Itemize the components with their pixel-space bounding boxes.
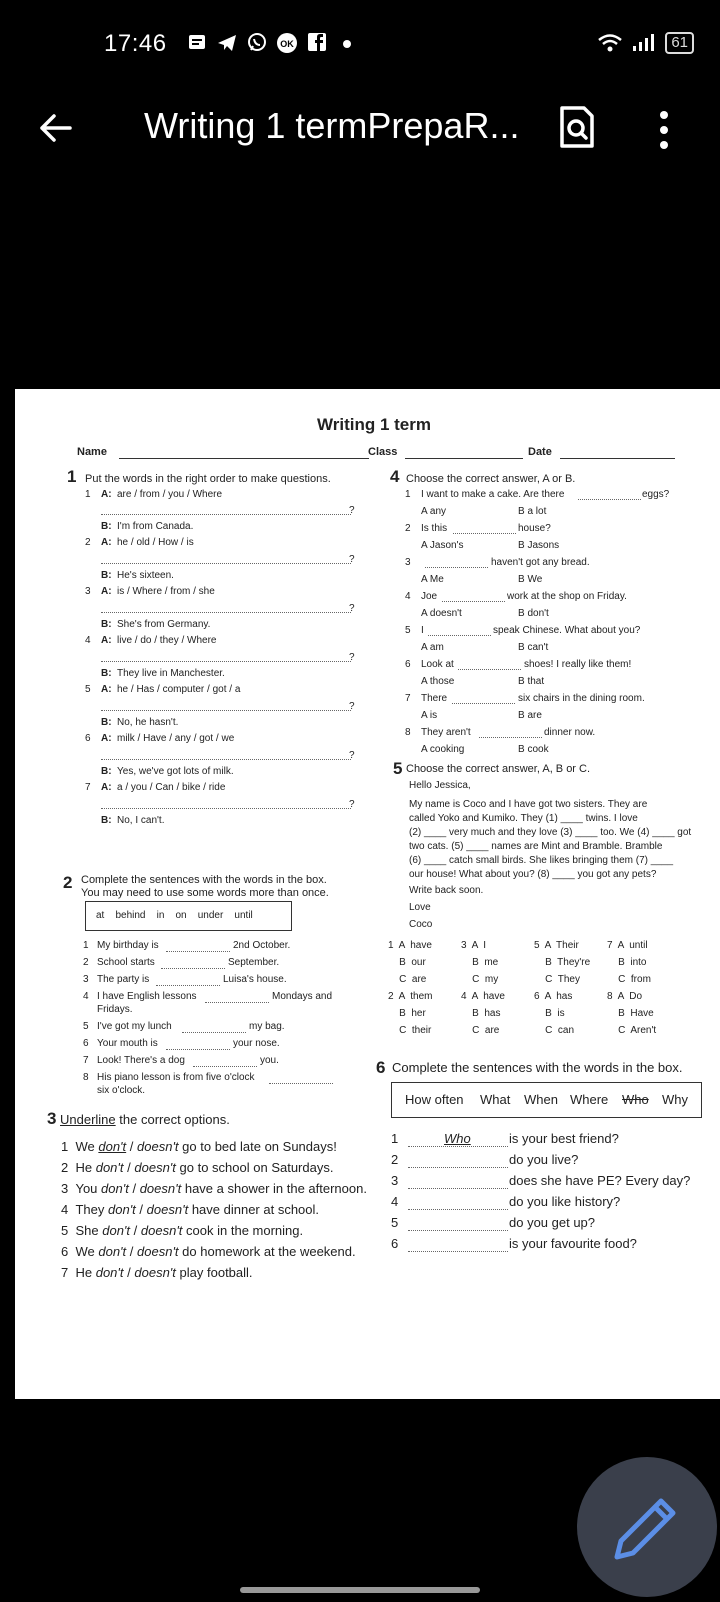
word-box <box>391 1082 702 1118</box>
viber-icon <box>246 32 268 54</box>
blank[interactable] <box>452 703 515 704</box>
s1-answer: I'm from Canada. <box>117 521 194 532</box>
word-box-word: Why <box>662 1092 688 1107</box>
s1-a-label: A: <box>101 586 112 597</box>
s1-item-number: 7 <box>85 782 91 793</box>
s1-item-number: 6 <box>85 733 91 744</box>
s3-item: 3 You don't / doesn't have a shower in the afternoon. <box>61 1181 367 1196</box>
s2-pre: School starts <box>97 957 155 968</box>
section-5-number: 5 <box>393 759 403 778</box>
blank[interactable] <box>408 1167 508 1168</box>
s2-extra: six o'clock. <box>97 1085 146 1096</box>
s2-post: your nose. <box>233 1038 280 1049</box>
option-doesnt[interactable]: doesn't <box>137 1139 179 1154</box>
app-bar <box>0 90 720 170</box>
word-box-word: When <box>524 1092 558 1107</box>
section-1-title: Put the words in the right order to make questions. <box>85 473 331 485</box>
option-a[interactable]: A is <box>421 710 438 721</box>
s4-post: shoes! I really like them! <box>524 659 632 670</box>
s6-item-number: 4 <box>391 1194 399 1209</box>
answer-line[interactable] <box>101 710 351 711</box>
s2-post: 2nd October. <box>233 940 291 951</box>
word-box <box>85 901 292 931</box>
blank[interactable] <box>425 567 488 568</box>
letter-line: called Yoko and Kumiko. They (1) ____ twins. I love <box>409 813 638 824</box>
s1-b-label: B: <box>101 815 112 826</box>
s1-b-label: B: <box>101 619 112 630</box>
option-a[interactable]: A those <box>421 676 455 687</box>
blank[interactable] <box>408 1251 508 1252</box>
message-icon <box>186 32 208 54</box>
edit-fab-button[interactable] <box>577 1457 717 1597</box>
option-dont[interactable]: don't <box>102 1223 131 1238</box>
svg-text:OK: OK <box>280 39 294 49</box>
word-box-word-used: Who <box>622 1092 649 1107</box>
s6-item-number: 2 <box>391 1152 399 1167</box>
section-3-title: Underline the correct options. <box>60 1112 230 1127</box>
option-doesnt[interactable]: doesn't <box>139 1181 182 1196</box>
s1-a-label: A: <box>101 684 112 695</box>
option-dont[interactable]: don't <box>98 1139 127 1154</box>
telegram-icon <box>216 32 238 54</box>
s1-item-number: 3 <box>85 586 91 597</box>
worksheet-title: Writing 1 term <box>317 415 431 434</box>
s4-pre: There <box>421 693 448 704</box>
s6-post: does she have PE? Every day? <box>509 1173 691 1188</box>
blank[interactable] <box>166 951 230 952</box>
s1-b-label: B: <box>101 766 112 777</box>
word-box-words: at behind in on under until <box>96 910 253 921</box>
s5-options-col[interactable]: 7 A until B into C from 8 A Do B Have C Aren't <box>607 940 657 1036</box>
word-box-word: Where <box>570 1092 609 1107</box>
section-5-title: Choose the correct answer, A, B or C. <box>406 763 591 775</box>
class-label: Class <box>368 446 398 458</box>
option-doesnt[interactable]: doesn't <box>146 1202 189 1217</box>
s2-post: my bag. <box>249 1021 285 1032</box>
status-bar <box>0 0 720 90</box>
word-box-word: What <box>480 1092 511 1107</box>
letter-line: two cats. (5) ____ names are Mint and Bramble. Bramble <box>409 841 663 852</box>
s4-item-number: 8 <box>405 727 411 738</box>
s4-post: eggs? <box>642 489 670 500</box>
answer-line[interactable] <box>101 563 351 564</box>
s1-item-number: 1 <box>85 489 91 500</box>
s6-post: do you get up? <box>509 1215 596 1230</box>
option-a[interactable]: A Me <box>421 574 444 585</box>
word-box-word: How often <box>405 1092 464 1107</box>
option-b[interactable]: B a lot <box>518 506 547 517</box>
s1-answer: No, I can't. <box>117 815 165 826</box>
section-1-number: 1 <box>67 467 77 486</box>
s1-a-label: A: <box>101 537 112 548</box>
blank[interactable] <box>269 1083 333 1084</box>
option-doesnt[interactable]: doesn't <box>134 1265 176 1280</box>
s6-item-number: 6 <box>391 1236 399 1251</box>
s6-item-number: 1 <box>391 1131 399 1146</box>
document-title: Writing 1 termPrepaR... <box>144 105 520 146</box>
s6-item-number: 5 <box>391 1215 399 1230</box>
section-2-title-1: Complete the sentences with the words in the box. <box>81 874 327 886</box>
option-doesnt[interactable]: doesn't <box>140 1223 183 1238</box>
question-mark: ? <box>349 505 355 516</box>
s1-b-label: B: <box>101 570 112 581</box>
pencil-icon <box>577 1457 717 1597</box>
s4-pre: Is this <box>421 523 448 534</box>
option-dont[interactable]: don't <box>98 1244 127 1259</box>
letter-greeting: Hello Jessica, <box>409 780 471 791</box>
s4-pre: I <box>421 625 424 636</box>
s4-item-number: 2 <box>405 523 411 534</box>
wifi-icon <box>597 32 623 54</box>
s1-answer: Yes, we've got lots of milk. <box>117 766 234 777</box>
question-mark: ? <box>349 799 355 810</box>
blank[interactable] <box>182 1032 246 1033</box>
s6-post: is your favourite food? <box>509 1236 637 1251</box>
letter-name: Coco <box>409 919 433 930</box>
s1-item-number: 4 <box>85 635 91 646</box>
s6-post: do you live? <box>509 1152 579 1167</box>
lens-search-icon[interactable] <box>558 104 596 150</box>
blank[interactable] <box>442 601 505 602</box>
s2-item-number: 8 <box>83 1072 89 1083</box>
option-b[interactable]: B cook <box>518 744 549 755</box>
option-b[interactable]: B We <box>518 574 543 585</box>
answer-line[interactable] <box>101 808 351 809</box>
blank[interactable] <box>156 985 220 986</box>
s4-post: house? <box>518 523 551 534</box>
option-doesnt[interactable]: doesn't <box>137 1244 179 1259</box>
blank[interactable] <box>408 1209 508 1210</box>
answer-line[interactable] <box>101 514 351 515</box>
s1-item-number: 5 <box>85 684 91 695</box>
question-mark: ? <box>349 554 355 565</box>
name-line <box>119 458 369 459</box>
blank[interactable] <box>458 669 521 670</box>
blank[interactable] <box>453 533 516 534</box>
s4-post: haven't got any bread. <box>491 557 590 568</box>
s1-b-label: B: <box>101 717 112 728</box>
option-b[interactable]: B that <box>518 676 545 687</box>
s4-item-number: 1 <box>405 489 411 500</box>
s1-answer: They live in Manchester. <box>117 668 225 679</box>
s3-item: 1 We don't / doesn't go to bed late on Sundays! <box>61 1139 337 1154</box>
option-a[interactable]: A cooking <box>421 744 465 755</box>
s1-a-label: A: <box>101 733 112 744</box>
s1-answer: No, he hasn't. <box>117 717 179 728</box>
blank[interactable] <box>578 499 641 500</box>
letter-line: (2) ____ very much and they love (3) ____ too. We (4) ____ got <box>409 827 692 838</box>
s6-item-number: 3 <box>391 1173 399 1188</box>
example-answer: Who <box>444 1131 471 1146</box>
section-4-title: Choose the correct answer, A or B. <box>406 473 576 485</box>
s2-item-number: 1 <box>83 940 89 951</box>
option-a[interactable]: A am <box>421 642 444 653</box>
blank[interactable] <box>193 1066 257 1067</box>
blank[interactable] <box>408 1230 508 1231</box>
s2-item-number: 7 <box>83 1055 89 1066</box>
notification-icons <box>186 32 358 54</box>
signal-icon <box>631 32 657 54</box>
s4-item-number: 7 <box>405 693 411 704</box>
s1-question: milk / Have / any / got / we <box>117 733 235 744</box>
s4-post: six chairs in the dining room. <box>518 693 645 704</box>
s3-item: 2 He don't / doesn't go to school on Saturdays. <box>61 1160 334 1175</box>
letter-line: our house! What about you? (8) ____ you got any pets? <box>409 869 657 880</box>
s2-post: you. <box>260 1055 279 1066</box>
s1-question: live / do / they / Where <box>117 635 217 646</box>
answer-line[interactable] <box>101 759 351 760</box>
date-line <box>560 458 675 459</box>
s1-answer: She's from Germany. <box>117 619 211 630</box>
s2-item-number: 2 <box>83 957 89 968</box>
s2-post: Mondays and <box>272 991 333 1002</box>
question-mark: ? <box>349 750 355 761</box>
blank[interactable] <box>428 635 491 636</box>
s3-item: 7 He don't / doesn't play football. <box>61 1265 253 1280</box>
option-dont[interactable]: don't <box>95 1265 124 1280</box>
s3-item: 5 She don't / doesn't cook in the morning. <box>61 1223 304 1238</box>
question-mark: ? <box>349 701 355 712</box>
blank[interactable] <box>166 1049 230 1050</box>
blank[interactable] <box>161 968 225 969</box>
blank[interactable] <box>479 737 542 738</box>
s2-item-number: 6 <box>83 1038 89 1049</box>
s4-item-number: 6 <box>405 659 411 670</box>
s6-post: do you like history? <box>509 1194 621 1209</box>
letter-line: (6) ____ catch small birds. She likes bringing them (7) ____ <box>409 855 674 866</box>
section-2-number: 2 <box>63 873 73 892</box>
question-mark: ? <box>349 603 355 614</box>
s1-a-label: A: <box>101 782 112 793</box>
s5-options-col[interactable]: 3 A I B me C my 4 A have B has C are <box>461 940 505 1036</box>
option-doesnt[interactable]: doesn't <box>134 1160 176 1175</box>
s4-post: work at the shop on Friday. <box>507 591 627 602</box>
section-3-number: 3 <box>47 1109 57 1128</box>
class-line <box>405 458 523 459</box>
s5-options-col[interactable]: 5 A Their B They're C They 6 A has B is C can <box>534 940 591 1036</box>
s1-question: a / you / Can / bike / ride <box>117 782 226 793</box>
s2-item-number: 4 <box>83 991 89 1002</box>
option-dont[interactable]: don't <box>108 1202 136 1217</box>
s1-question: are / from / you / Where <box>117 489 223 500</box>
status-time: 17:46 <box>104 30 167 57</box>
option-b[interactable]: B can't <box>518 642 549 653</box>
document-page <box>15 389 720 1399</box>
s2-pre: I've got my lunch <box>97 1021 172 1032</box>
s1-b-label: B: <box>101 668 112 679</box>
s4-item-number: 4 <box>405 591 411 602</box>
answer-line[interactable] <box>101 612 351 613</box>
question-mark: ? <box>349 652 355 663</box>
back-arrow-icon[interactable] <box>36 108 76 148</box>
home-indicator[interactable] <box>240 1587 480 1593</box>
s1-a-label: A: <box>101 635 112 646</box>
s3-item: 4 They don't / doesn't have dinner at school. <box>61 1202 320 1217</box>
section-6-number: 6 <box>376 1058 386 1077</box>
option-dont[interactable]: don't <box>95 1160 124 1175</box>
s4-item-number: 5 <box>405 625 411 636</box>
s5-options-col[interactable]: 1 A have B our C are 2 A them B her C their <box>388 940 433 1036</box>
dot-icon <box>336 32 358 54</box>
s3-item: 6 We don't / doesn't do homework at the weekend. <box>61 1244 356 1259</box>
letter-line: My name is Coco and I have got two sisters. They are <box>409 799 648 810</box>
option-b[interactable]: B are <box>518 710 542 721</box>
s2-pre: I have English lessons <box>97 991 197 1002</box>
option-dont[interactable]: don't <box>101 1181 129 1196</box>
s2-pre: Look! There's a dog <box>97 1055 185 1066</box>
date-label: Date <box>528 446 552 458</box>
letter-signoff: Write back soon. <box>409 885 484 896</box>
more-options-icon[interactable] <box>656 108 672 152</box>
facebook-icon <box>306 32 328 54</box>
s2-extra: Fridays. <box>97 1004 133 1015</box>
system-icons <box>597 32 694 54</box>
s2-pre: Your mouth is <box>97 1038 158 1049</box>
answer-line[interactable] <box>101 661 351 662</box>
s2-pre: The party is <box>97 974 150 985</box>
section-2-title-2: You may need to use some words more than once. <box>81 887 329 899</box>
section-6-title: Complete the sentences with the words in the box. <box>392 1060 683 1075</box>
battery-icon: 61 <box>665 32 694 54</box>
s4-post: speak Chinese. What about you? <box>493 625 641 636</box>
s1-answer: He's sixteen. <box>117 570 174 581</box>
s2-item-number: 5 <box>83 1021 89 1032</box>
name-label: Name <box>77 446 107 458</box>
blank[interactable] <box>205 1002 269 1003</box>
blank[interactable] <box>408 1146 508 1147</box>
s1-question: he / old / How / is <box>117 537 194 548</box>
s4-pre: Joe <box>421 591 438 602</box>
s4-pre: Look at <box>421 659 454 670</box>
option-a[interactable]: A doesn't <box>421 608 462 619</box>
option-a[interactable]: A any <box>421 506 447 517</box>
s2-pre: His piano lesson is from five o'clock <box>97 1072 255 1083</box>
s1-question: is / Where / from / she <box>117 586 215 597</box>
ok-icon <box>276 32 298 54</box>
blank[interactable] <box>408 1188 508 1189</box>
s6-post: is your best friend? <box>509 1131 619 1146</box>
s4-post: dinner now. <box>544 727 596 738</box>
letter-love: Love <box>409 902 431 913</box>
s4-item-number: 3 <box>405 557 411 568</box>
s4-pre: They aren't <box>421 727 471 738</box>
s1-b-label: B: <box>101 521 112 532</box>
option-b[interactable]: B don't <box>518 608 549 619</box>
s1-item-number: 2 <box>85 537 91 548</box>
s2-item-number: 3 <box>83 974 89 985</box>
option-b[interactable]: B Jasons <box>518 540 560 551</box>
section-4-number: 4 <box>390 467 400 486</box>
s1-question: he / Has / computer / got / a <box>117 684 241 695</box>
s2-post: September. <box>228 957 280 968</box>
s4-pre: I want to make a cake. Are there <box>421 489 565 500</box>
s2-post: Luisa's house. <box>223 974 287 985</box>
s2-pre: My birthday is <box>97 940 159 951</box>
option-a[interactable]: A Jason's <box>421 540 464 551</box>
s1-a-label: A: <box>101 489 112 500</box>
